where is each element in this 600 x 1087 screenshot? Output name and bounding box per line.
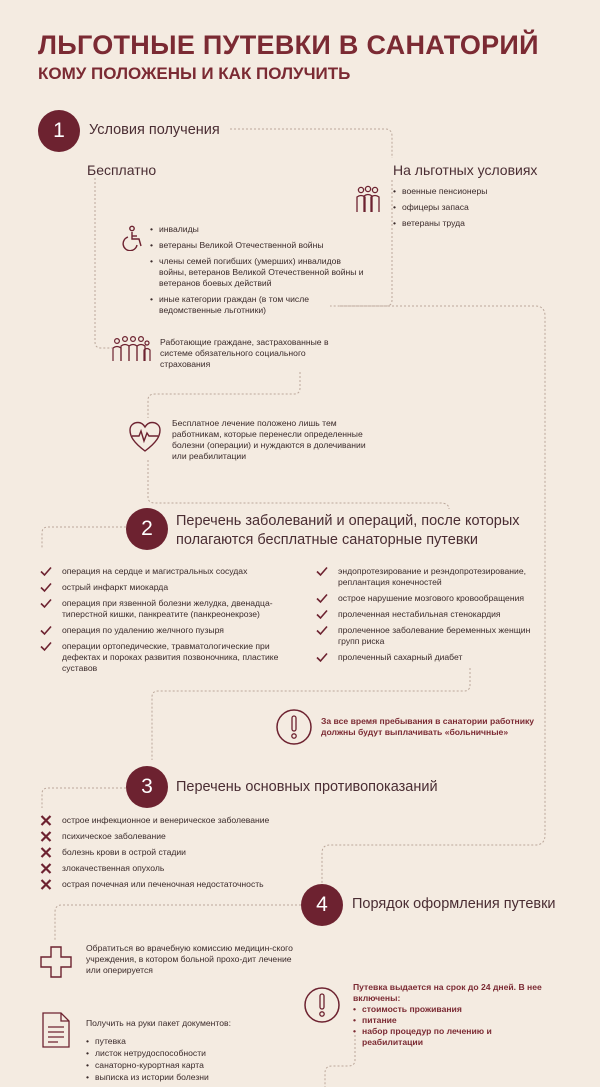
check-icon	[316, 593, 328, 604]
check-icon	[40, 625, 52, 636]
list-item: острое инфекционное и венерическое заболевание	[40, 815, 340, 826]
list-item: операция на сердце и магистральных сосудах	[40, 566, 305, 577]
list-item: • ветераны труда	[393, 218, 543, 229]
free-label: Бесплатно	[87, 162, 157, 178]
list-item: злокачественная опухоль	[40, 863, 340, 874]
check-icon	[316, 652, 328, 663]
step-2-title: Перечень заболеваний и операций, после которых полагаются бесплатные санаторные путевки	[176, 513, 520, 548]
step-4-badge: 4	[301, 884, 343, 926]
group-people-icon	[353, 185, 383, 215]
heart-pulse-icon	[128, 421, 162, 453]
list-item: пролеченное заболевание беременных женщин групп риска	[316, 625, 546, 647]
medical-cross-icon	[40, 946, 72, 978]
treatment-text: Бесплатное лечение положено лишь тем работникам, которые перенесли определенные болезни (операции) и нуждаются в долечивании или реабилитации	[172, 418, 366, 461]
operations-list-left	[40, 566, 305, 679]
check-icon	[316, 566, 328, 577]
check-icon	[316, 625, 328, 636]
page-title: ЛЬГОТНЫЕ ПУТЕВКИ В САНАТОРИЙ	[38, 30, 539, 60]
step-4-title: Порядок оформления путевки	[352, 896, 556, 912]
list-item: операции ортопедические, травматологические при дефектах и пороках развития позвоночника, пластике суставов	[40, 641, 305, 674]
list-item: пролеченная нестабильная стенокардия	[316, 609, 546, 620]
wheelchair-icon	[120, 225, 146, 251]
operations-list-right	[316, 566, 546, 668]
step-3-title: Перечень основных противопоказаний	[176, 779, 438, 795]
list-item: • военные пенсионеры	[393, 186, 543, 197]
list-item: • набор процедур по лечению и реабилитации	[353, 1026, 553, 1048]
list-item: • стоимость проживания	[353, 1004, 553, 1015]
step-3-badge: 3	[126, 766, 168, 808]
contraindications-list	[40, 815, 340, 895]
step-2-badge: 2	[126, 508, 168, 550]
list-item: • офицеры запаса	[393, 202, 543, 213]
cross-icon	[40, 879, 52, 890]
exclamation-icon	[275, 708, 313, 746]
sick-pay-note: За все время пребывания в санатории работнику должны будут выплачивать «больничные»	[321, 716, 535, 737]
preferential-list	[393, 186, 543, 234]
list-item: болезнь крови в острой стадии	[40, 847, 340, 858]
list-item: • члены семей погибших (умерших) инвалидов войны, ветеранов Великой Отечественной войны и ветеранов боевых действий	[150, 256, 370, 289]
list-item: • листок нетрудоспособности	[86, 1048, 286, 1059]
list-item: • выписка из истории болезни	[86, 1072, 286, 1083]
cross-icon	[40, 847, 52, 858]
free-list	[150, 224, 370, 321]
list-item: операция по удалению желчного пузыря	[40, 625, 305, 636]
cross-icon	[40, 863, 52, 874]
exclamation-icon	[303, 986, 341, 1024]
commission-text: Обратиться во врачебную комиссию медицин-ского учреждения, в котором больной прохо-дит лечение или оперируется	[86, 943, 293, 975]
list-item: • ветераны Великой Отечественной войны	[150, 240, 370, 251]
list-item: острая почечная или печеночная недостаточность	[40, 879, 340, 890]
workers-icon	[111, 335, 151, 363]
list-item: психическое заболевание	[40, 831, 340, 842]
voucher-note	[353, 982, 553, 1048]
list-item: операция при язвенной болезни желудка, двенадца-типерстной кишки, панкреатите (панкреонекрозе)	[40, 598, 305, 620]
preferential-label: На льготных условиях	[393, 162, 538, 178]
list-item: • путевка	[86, 1036, 286, 1047]
list-item: • инвалиды	[150, 224, 370, 235]
check-icon	[316, 609, 328, 620]
cross-icon	[40, 831, 52, 842]
step-1-badge: 1	[38, 110, 80, 152]
document-icon	[42, 1012, 70, 1048]
step-1-title: Условия получения	[89, 122, 220, 138]
list-item: • иные категории граждан (в том числе ведомственные льготники)	[150, 294, 370, 316]
list-item: • питание	[353, 1015, 553, 1026]
cross-icon	[40, 815, 52, 826]
check-icon	[40, 566, 52, 577]
voucher-note-title: Путевка выдается на срок до 24 дней. В нее включены:	[353, 982, 542, 1003]
list-item: эндопротезирование и реэндопротезирование, реплантация конечностей	[316, 566, 546, 588]
list-item: • санаторно-курортная карта	[86, 1060, 286, 1071]
workers-text: Работающие граждане, застрахованные в системе обязательного социального страхования	[160, 337, 329, 369]
page-subtitle: КОМУ ПОЛОЖЕНЫ И КАК ПОЛУЧИТЬ	[38, 64, 351, 83]
documents-list	[86, 1036, 286, 1084]
list-item: острый инфаркт миокарда	[40, 582, 305, 593]
check-icon	[40, 641, 52, 652]
check-icon	[40, 598, 52, 609]
list-item: пролеченный сахарный диабет	[316, 652, 546, 663]
check-icon	[40, 582, 52, 593]
documents-label: Получить на руки пакет документов:	[86, 1018, 231, 1028]
voucher-includes-list	[353, 1004, 553, 1048]
list-item: острое нарушение мозгового кровообращения	[316, 593, 546, 604]
